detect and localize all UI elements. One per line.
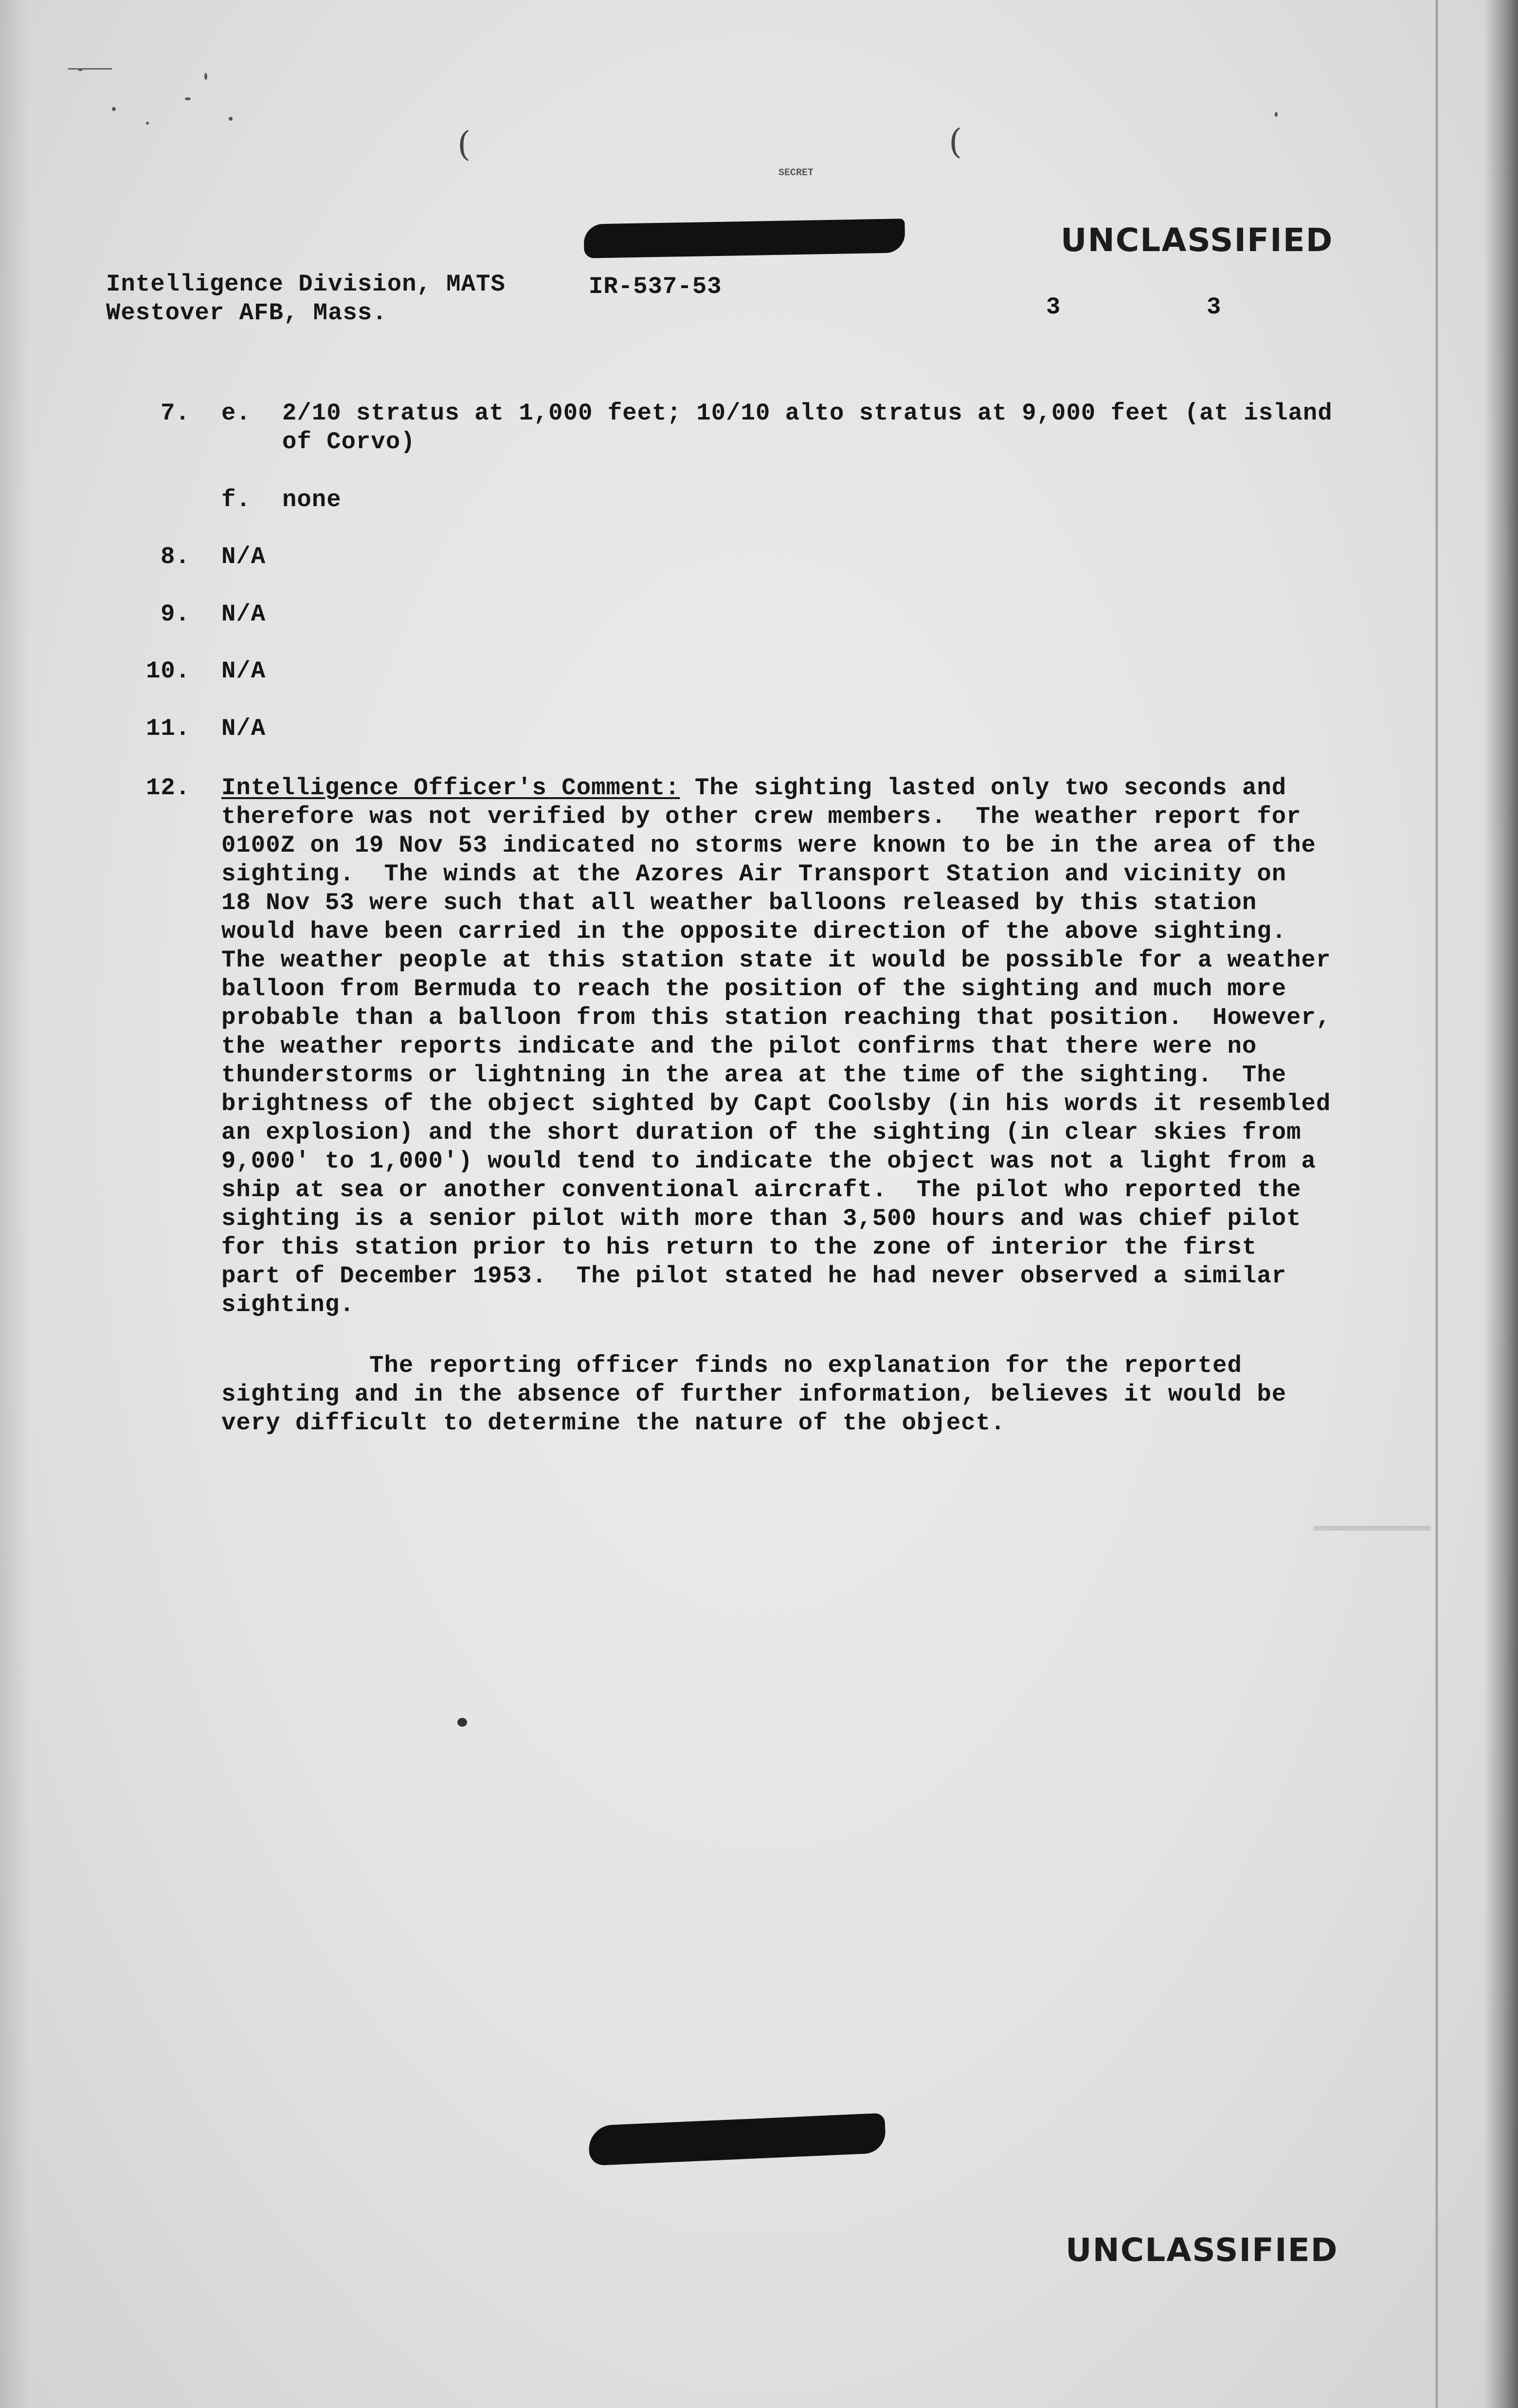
classification-stamp-top: UNCLASSIFIED <box>1061 221 1334 259</box>
text-line: probable than a balloon from this station reaching that position. However, <box>221 1004 1331 1031</box>
text-line: sighting is a senior pilot with more than 3,500 hours and was chief pilot <box>221 1205 1301 1232</box>
scan-smudge <box>1314 1526 1430 1531</box>
item-text: of Corvo) <box>282 428 416 456</box>
item-text: N/A <box>221 715 266 742</box>
paren-mark-left: ( <box>457 124 471 164</box>
item-text: N/A <box>221 601 266 628</box>
org-line-1: Intelligence Division, MATS <box>106 271 506 298</box>
item-number: 12. <box>146 774 191 802</box>
comment-body <box>221 803 1331 1319</box>
item-number: 10. <box>146 657 191 685</box>
text-line: The reporting officer finds no explanation for the reported <box>221 1352 1242 1379</box>
comment-first-line <box>221 774 1286 802</box>
item-text: N/A <box>221 657 266 685</box>
text-line: the weather reports indicate and the pilot confirms that there were no <box>221 1033 1257 1060</box>
page-number-right: 3 <box>1207 293 1222 321</box>
redaction-bar-bottom <box>588 2113 886 2166</box>
item-number: 11. <box>146 715 191 742</box>
item-text: 2/10 stratus at 1,000 feet; 10/10 alto stratus at 9,000 feet (at island <box>282 400 1333 427</box>
text-line: 18 Nov 53 were such that all weather balloons released by this station <box>221 889 1257 916</box>
text-line: sighting. The winds at the Azores Air Transport Station and vicinity on <box>221 860 1287 888</box>
item-number: 8. <box>161 543 190 570</box>
scan-speck <box>185 97 191 100</box>
closing-paragraph <box>221 1351 1286 1438</box>
text-line: sighting and in the absence of further information, believes it would be <box>221 1381 1287 1408</box>
item-text: none <box>282 486 342 513</box>
scan-mark-line <box>68 68 112 70</box>
text-line: for this station prior to his return to the zone of interior the first <box>221 1234 1257 1261</box>
text-line: part of December 1953. The pilot stated he had never observed a similar <box>221 1262 1287 1290</box>
redaction-bar-top <box>583 219 905 258</box>
item-number: 9. <box>161 601 190 628</box>
text-line: sighting. <box>221 1291 355 1318</box>
text-line: 9,000' to 1,000') would tend to indicate the object was not a light from a <box>221 1148 1316 1175</box>
text-line: The weather people at this station state it would be possible for a weather <box>221 947 1331 974</box>
item-text: N/A <box>221 543 266 570</box>
scan-speck <box>146 122 149 125</box>
scan-speck <box>204 73 207 80</box>
scan-fold-line <box>1435 0 1438 2408</box>
paren-mark-right: ( <box>949 122 962 162</box>
text-line: balloon from Bermuda to reach the position of the sighting and much more <box>221 975 1287 1003</box>
scan-shadow-right <box>1484 0 1518 2408</box>
report-number: IR-537-53 <box>589 273 722 300</box>
text-line: would have been carried in the opposite direction of the above sighting. <box>221 918 1287 945</box>
item-letter: e. <box>221 400 251 427</box>
faded-mark: SECRET <box>778 167 814 179</box>
item-number: 7. <box>161 400 190 427</box>
scan-speck <box>229 117 233 121</box>
text-line: thunderstorms or lightning in the area at the time of the sighting. The <box>221 1061 1287 1089</box>
scan-speck <box>457 1718 467 1727</box>
text-line: very difficult to determine the nature of the object. <box>221 1409 1006 1437</box>
text-line: ship at sea or another conventional aircraft. The pilot who reported the <box>221 1176 1301 1204</box>
scan-speck <box>112 107 116 111</box>
text-line: 0100Z on 19 Nov 53 indicated no storms were known to be in the area of the <box>221 832 1316 859</box>
text-line: brightness of the object sighted by Capt Coolsby (in his words it resembled <box>221 1090 1331 1117</box>
text-line: therefore was not verified by other crew members. The weather report for <box>221 803 1301 830</box>
text-line: an explosion) and the short duration of the sighting (in clear skies from <box>221 1119 1301 1146</box>
comment-first-line-rest: The sighting lasted only two seconds and <box>680 774 1287 802</box>
scan-speck <box>1275 112 1278 117</box>
comment-heading: Intelligence Officer's Comment: <box>221 774 680 802</box>
page-number-left: 3 <box>1046 293 1061 321</box>
item-letter: f. <box>221 486 251 513</box>
classification-stamp-bottom: UNCLASSIFIED <box>1066 2231 1338 2269</box>
org-line-2: Westover AFB, Mass. <box>106 299 387 327</box>
scan-shadow-left <box>0 0 29 2408</box>
